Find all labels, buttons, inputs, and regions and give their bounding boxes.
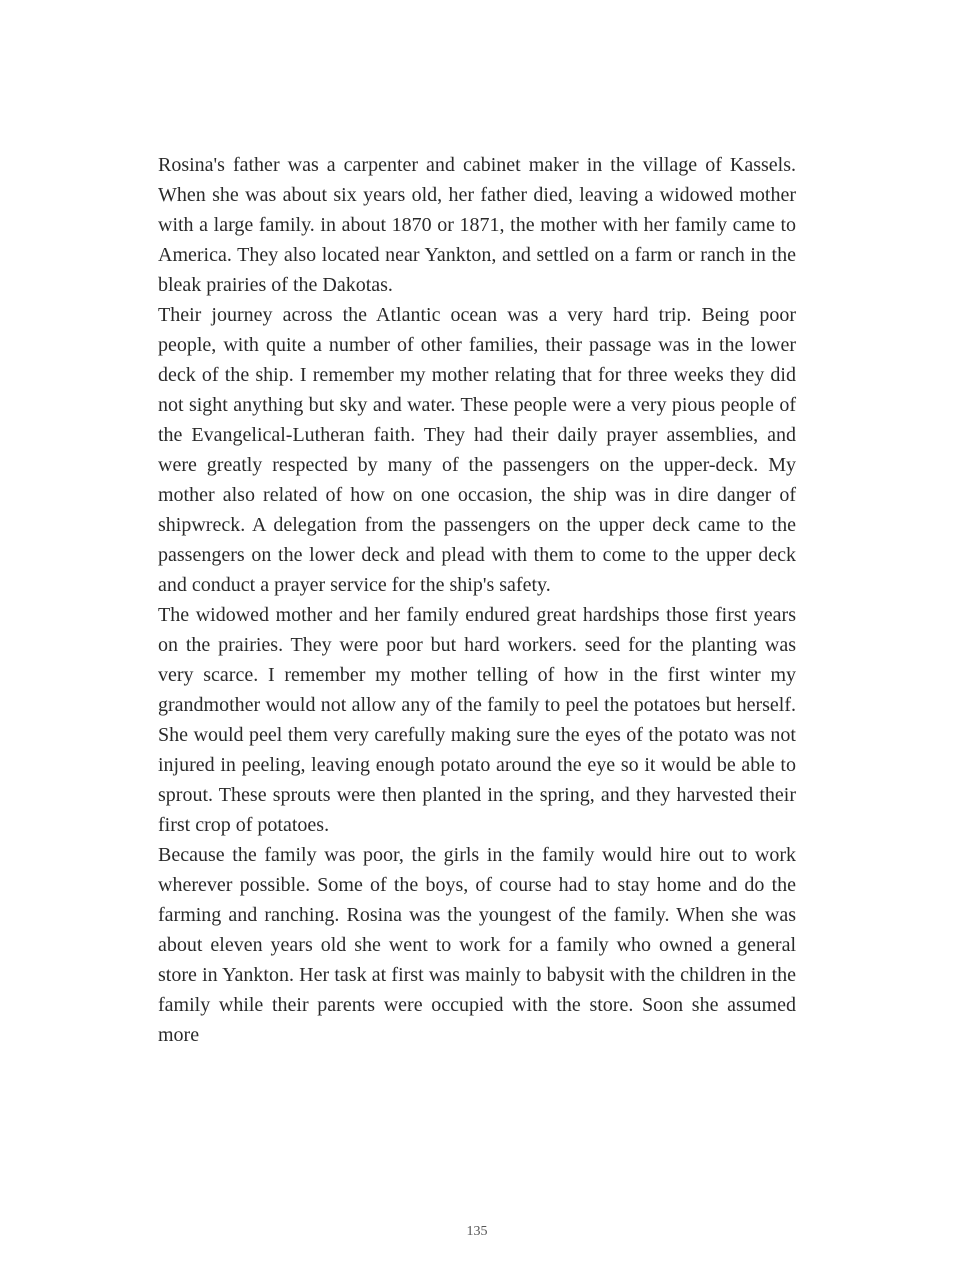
page-number: 135	[466, 1224, 488, 1239]
paragraph-family-work: Because the family was poor, the girls in the family would hire out to work wherever possible. Some of the boys, of course had to stay home and do the farming and ranching. Rosina was the youngest of the family. When she was about eleven years old she went to work for a family who owned a general store in Yankton. Her task at first was mainly to babysit with the children in the family while their parents were occupied with the store. Soon she assumed more	[158, 844, 796, 1046]
paragraph-father-kassels: Rosina's father was a carpenter and cabinet maker in the village of Kassels. When she was about six years old, her father died, leaving a widowed mother with a large family. in about 1870 or 1871, the mother with her family came to America. They also located near Yankton, and settled on a farm or ranch in the bleak prairies of the Dakotas.	[158, 154, 796, 296]
paragraph-atlantic-journey: Their journey across the Atlantic ocean was a very hard trip. Being poor people, with quite a number of other families, their passage was in the lower deck of the ship. I remember my mother relating that for three weeks they did not sight anything but sky and water. These people were a very pious people of the Evangelical-Lutheran faith. They had their daily prayer assemblies, and were greatly respected by many of the passengers on the upper-deck. My mother also related of how on one occasion, the ship was in dire danger of shipwreck. A delegation from the passengers on the upper deck came to the passengers on the lower deck and plead with them to come to the upper deck and conduct a prayer service for the ship's safety.	[158, 304, 796, 596]
paragraph-prairie-hardships: The widowed mother and her family endured great hardships those first years on the prairies. They were poor but hard workers. seed for the planting was very scarce. I remember my mother telling of how in the first winter my grandmother would not allow any of the family to peel the potatoes but herself. She would peel them very carefully making sure the eyes of the potato was not injured in peeling, leaving enough potato around the eye so it would be able to sprout. These sprouts were then planted in the spring, and they harvested their first crop of potatoes.	[158, 604, 796, 836]
body-text	[158, 150, 796, 1050]
